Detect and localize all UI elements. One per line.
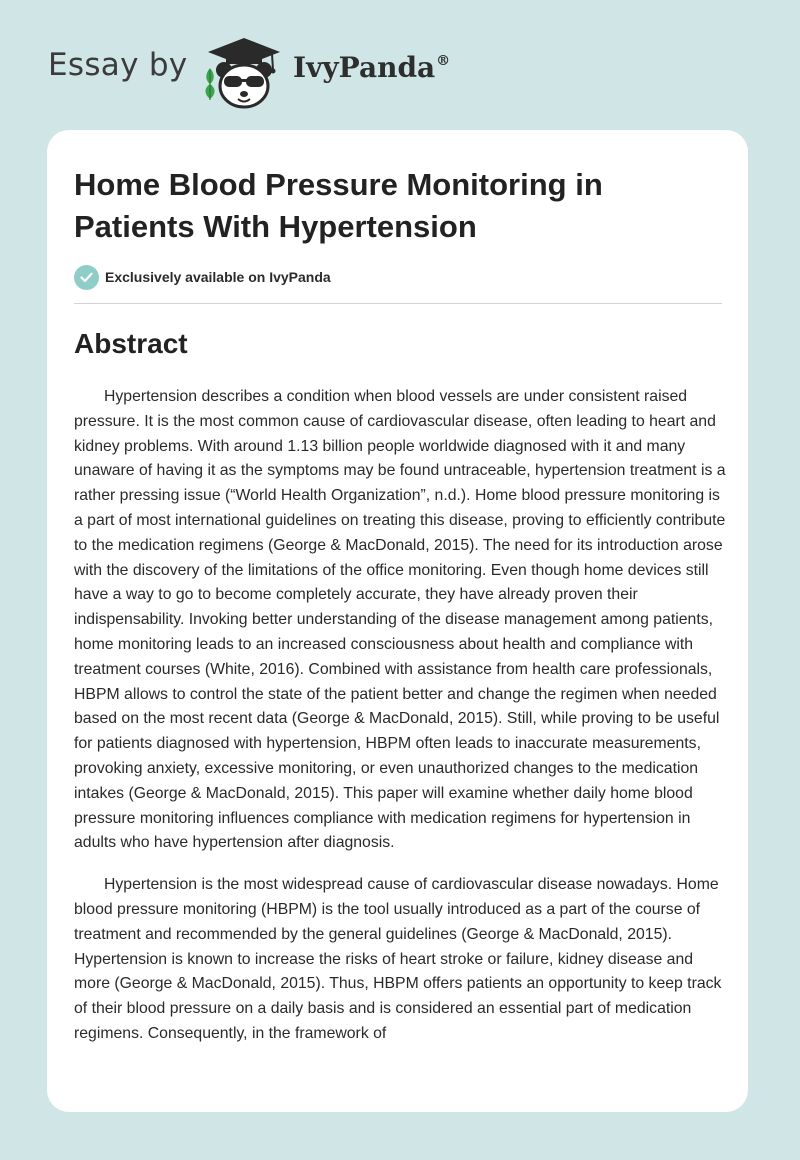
exclusive-badge bbox=[74, 264, 331, 290]
paragraph: Hypertension is the most widespread cause of cardiovascular disease nowadays. Home blood pressure monitoring (HBPM) is the tool usually introduced as a part of the course of treatment and recommended by the general guidelines (George & MacDonald, 2015). Hypertension is known to increase the risks of heart stroke or failure, kidney disease and more (George & MacDonald, 2015). Thus, HBPM offers patients an opportunity to keep track of their blood pressure on a daily basis and is considered an essential part of medication regimens. Consequently, in the framework of bbox=[74, 876, 722, 1042]
title-divider bbox=[74, 303, 722, 304]
essay-by-label: Essay by bbox=[48, 47, 188, 83]
essay-title: Home Blood Pressure Monitoring in Patients With Hypertension bbox=[74, 167, 603, 244]
section-heading-abstract: Abstract bbox=[74, 328, 188, 359]
essay-body bbox=[74, 385, 726, 1064]
check-circle-icon bbox=[74, 265, 99, 290]
brand-name[interactable] bbox=[293, 51, 451, 84]
site-header bbox=[0, 0, 800, 130]
ivy-leaf-icon bbox=[201, 66, 219, 102]
checkmark-svg bbox=[80, 272, 93, 283]
panda-graduate-logo-icon[interactable] bbox=[200, 36, 284, 110]
registered-mark: ® bbox=[436, 52, 451, 69]
essay-card bbox=[47, 130, 748, 1112]
brand-name-text: IvyPanda bbox=[293, 51, 436, 84]
paragraph: Hypertension describes a condition when blood vessels are under consistent raised pressure. It is the most common cause of cardiovascular disease, often leading to heart and kidney problems. With around 1.13 billion people worldwide diagnosed with it and many unaware of having it as the symptoms may be found untraceable, hypertension treatment is a rather pressing issue (“World Health Organization”, n.d.). Home blood pressure monitoring is a part of most international guidelines on treating this disease, proving to efficiently contribute to the medication regimens (George & MacDonald, 2015). The need for its introduction arose with the discovery of the limitations of the office monitoring. Even though home devices still have a way to go to become completely accurate, they have already proven their indispensability. Invoking better understanding of the disease management among patients, home monitoring leads to an increased consciousness about health and compliance with treatment courses (White, 2016). Combined with assistance from health care professionals, HBPM allows to control the state of the patient better and change the regimen when needed based on the most recent data (George & MacDonald, 2015). Still, while proving to be useful for patients diagnosed with hypertension, HBPM often leads to inaccurate measurements, provoking anxiety, excessive monitoring, or even unauthorized changes to the medication intakes (George & MacDonald, 2015). This paper will examine whether daily home blood pressure monitoring influences compliance with medication regimens for hypertension in adults who have hypertension after diagnosis. bbox=[74, 388, 726, 852]
exclusive-text: Exclusively available on IvyPanda bbox=[105, 269, 331, 285]
